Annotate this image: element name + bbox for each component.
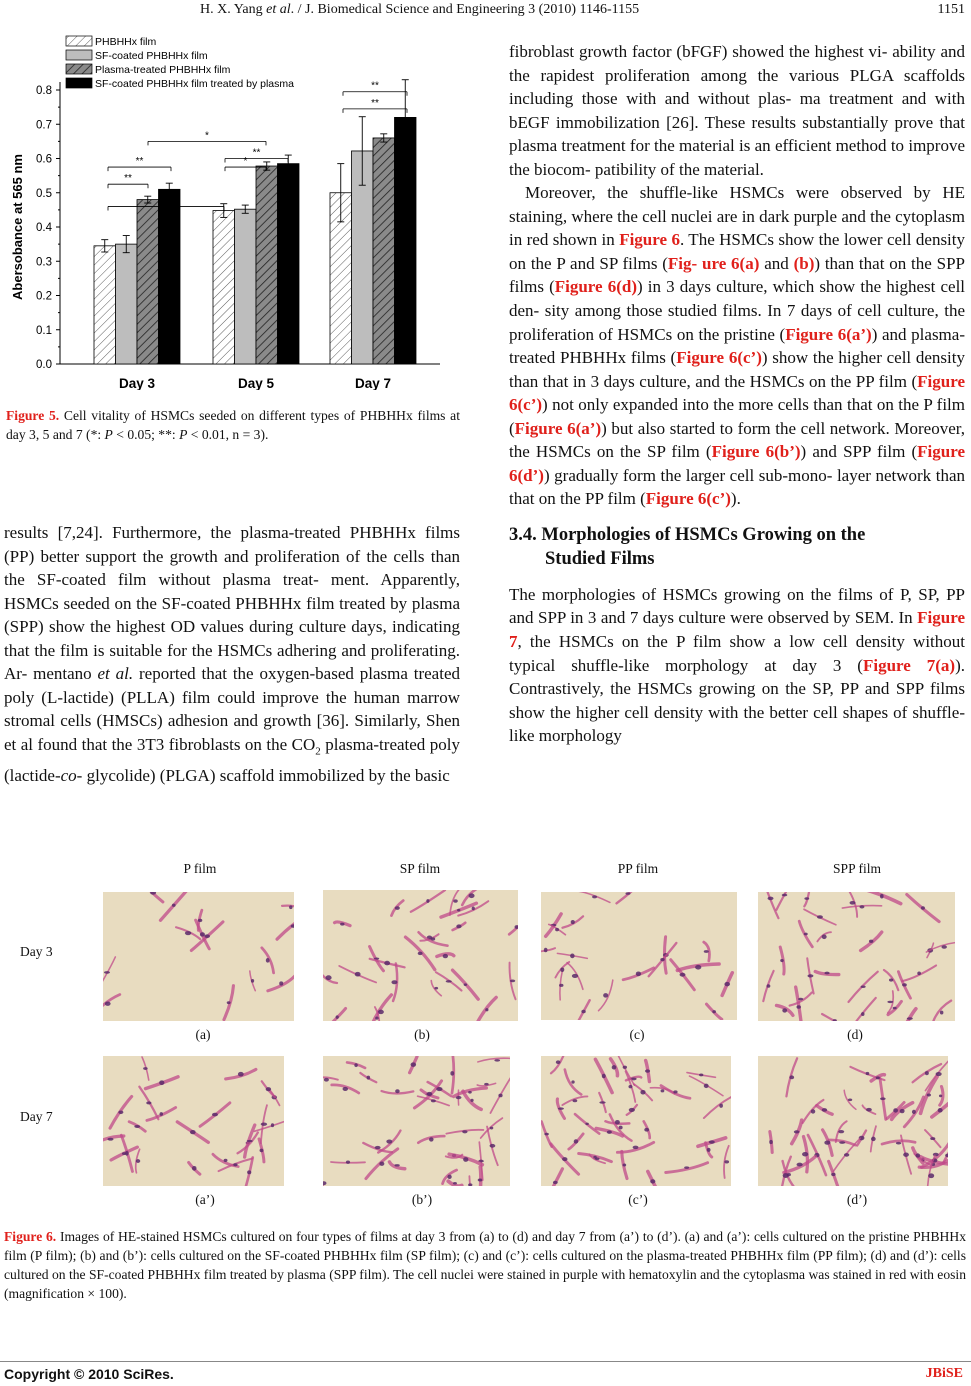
cell-nucleus [767, 984, 771, 988]
header-title: H. X. Yang et al. / J. Biomedical Science and Engineering 3 (2010) 1146-1155 [200, 2, 640, 17]
cell-nucleus [936, 1072, 942, 1076]
bar [137, 200, 159, 364]
cell-nucleus [796, 1005, 800, 1009]
cell-nucleus [861, 986, 866, 988]
cell-nucleus [431, 937, 435, 940]
cell-nucleus [680, 973, 686, 977]
cell-nucleus [783, 1173, 789, 1178]
cell-nucleus [192, 1166, 197, 1171]
cell-nucleus [933, 1153, 939, 1157]
cell-nucleus [782, 1008, 787, 1012]
cell-nucleus [660, 958, 664, 961]
cell-nucleus [889, 979, 893, 982]
cell-nucleus [912, 1110, 916, 1114]
cell-nucleus [797, 1163, 803, 1167]
cell-nucleus [484, 1083, 489, 1086]
cell-nucleus [615, 1120, 620, 1125]
cell-nucleus [839, 1141, 845, 1144]
cell-nucleus [464, 983, 467, 986]
cell-nucleus [354, 1063, 357, 1067]
panel-label-a: (a) [195, 1027, 211, 1042]
cell-nucleus [450, 1071, 454, 1075]
bar [256, 166, 278, 364]
cell-nucleus [434, 987, 438, 990]
cell-nucleus [395, 1089, 399, 1093]
cell-nucleus [469, 893, 475, 898]
footer-journal: JBiSE [925, 1366, 963, 1381]
cell-nucleus [695, 965, 701, 970]
cell-nucleus [172, 904, 176, 907]
cell-nucleus [917, 971, 921, 975]
cell-nucleus [602, 1074, 606, 1079]
page-number: 1151 [937, 2, 965, 17]
cell-nucleus [200, 932, 205, 936]
cell-nucleus [266, 958, 270, 963]
cell-nucleus [355, 972, 361, 977]
col-title-p: P film [183, 861, 217, 876]
figure-ref[interactable]: Figure 6(a’) [514, 418, 602, 438]
cell-nucleus [902, 983, 907, 986]
cell-nucleus [544, 1133, 549, 1136]
bar [278, 164, 300, 364]
legend-label: SF-coated PHBHHx film treated by plasma [95, 78, 294, 90]
footer-divider [0, 1361, 971, 1362]
cell-nucleus [346, 1160, 350, 1163]
cell-nucleus [804, 897, 809, 900]
left-column-text: results [7,24]. Furthermore, the plasma-treated PHBHHx films (PP) better support the growth and proliferation of the cells than the SF-coated film without plasma treat- ment. Apparently, HSMCs seeded on the SF-coated PHBHHx film treated by plasma (SPP) show the highest OD values during culture days, indicating that the film is suitable for the HSMCs adhering and proliferating. Ar- mentano et al. reported that the oxygen-based plasma treated poly (L-lactide) (PLLA) film could improve the human marrow stromal cells (HMSCs) adhesion and growth [36]. Similarly, Shen et al found that the 3T3 fibroblasts on the $CO_2$ plasma-treated poly (lactide-co- glycolide) (PLGA) scaffold immobilized by the basic [4, 523, 460, 785]
cell-nucleus [247, 1140, 253, 1142]
cell-nucleus [629, 1108, 635, 1112]
cell-nucleus [443, 954, 448, 958]
figure-ref[interactable]: Figure 7(a) [862, 655, 956, 675]
cell-nucleus [224, 1159, 228, 1162]
cell-nucleus [607, 1130, 612, 1134]
cell-nucleus [661, 1089, 665, 1092]
significance-marker: ** [124, 173, 132, 185]
panel-label-d-prime: (d’) [846, 1192, 868, 1207]
cell-nucleus [636, 971, 641, 976]
significance-marker: * [243, 156, 248, 168]
cell-nucleus [572, 974, 578, 978]
cell-nucleus [485, 1008, 488, 1011]
cell-nucleus [893, 1007, 897, 1010]
significance-marker: ** [371, 97, 379, 109]
cell-nucleus [719, 1104, 723, 1108]
cell-nucleus [941, 945, 946, 949]
cell-nucleus [903, 1152, 909, 1156]
legend-label: PHBHHx film [95, 36, 157, 48]
figure-ref[interactable]: Figure 6(c’) [676, 348, 762, 368]
cell-nucleus [811, 1109, 815, 1113]
cell-nucleus [553, 1181, 558, 1184]
cell-nucleus [571, 1080, 574, 1083]
cell-nucleus [900, 1109, 905, 1113]
cell-nucleus [581, 1010, 585, 1014]
cell-nucleus [386, 1139, 392, 1143]
y-tick-label: 0.2 [36, 290, 52, 303]
cell-nucleus [456, 924, 461, 928]
micrograph-d-prime [758, 1056, 948, 1186]
cell-nucleus [817, 915, 823, 919]
cell-nucleus [429, 1137, 434, 1141]
cell-nucleus [212, 1113, 218, 1117]
paragraph-2: Moreover, the shuffle-like HSMCs were observed by HE staining, where the cell nuclei are in dark purple and the cytoplasm in red shown in Figure 6. The HSMCs show the lower cell density on the P and SP films (Fig- ure 6(a) and (b)) than that on the SPP films (Figure 6(d)) in 3 days culture, which show the highest cell den- sity among those studied films. In 7 days of cell culture, the proliferation of HSMCs on the pristine (Figure 6(a’)) and plasma-treated PHBHHx films (Figure 6(c’)) show the higher cell density than that in 3 days culture, and the HSMCs on the PP film (Figure 6(c’)) not only expanded into the more cells than that on the P film (Figure 6(a’)) but also started to form the cell network. Moreover, the HSMCs on the SP film (Figure 6(b’)) and SPP film (Figure 6(d’)) gradually form the larger cell sub-mono- layer network than that on the PP film (Figure 6(c’)). [509, 183, 966, 509]
y-tick-label: 0.8 [36, 85, 52, 97]
cell-nucleus [498, 1094, 502, 1098]
cell-nucleus [876, 1076, 880, 1079]
cell-nucleus [260, 1149, 264, 1153]
cell-nucleus [426, 899, 429, 903]
legend-swatch [66, 50, 92, 60]
cell-nucleus [427, 1092, 433, 1096]
cell-nucleus [185, 931, 191, 935]
cell-nucleus [704, 1084, 709, 1088]
cell-nucleus [556, 1060, 561, 1064]
cell-nucleus [468, 1091, 472, 1094]
y-tick-label: 0.0 [36, 359, 52, 371]
micrograph-a [103, 892, 294, 1021]
figure-5-bar-chart [0, 28, 480, 390]
cell-nucleus [266, 1087, 271, 1091]
cell-nucleus [831, 1173, 835, 1176]
right-column-text [509, 40, 965, 748]
cell-nucleus [470, 1099, 473, 1102]
stained-cell [480, 1167, 481, 1186]
micrograph-c [541, 892, 737, 1020]
cell-nucleus [555, 928, 559, 931]
row-title-day3: Day 3 [20, 944, 53, 959]
cell-nucleus [125, 1151, 129, 1156]
cell-nucleus [289, 905, 292, 909]
significance-marker: ** [371, 80, 379, 92]
cell-nucleus [804, 933, 808, 936]
cell-nucleus [279, 981, 283, 985]
cell-nucleus [940, 1011, 943, 1015]
cell-nucleus [794, 1130, 800, 1133]
cell-nucleus [261, 1122, 267, 1125]
cell-nucleus [375, 1017, 378, 1020]
panel-label-b-prime: (b’) [411, 1192, 433, 1207]
x-tick-label: Day 3 [118, 376, 156, 390]
cell-nucleus [782, 894, 788, 897]
bar [235, 209, 257, 364]
cell-nucleus [233, 1163, 237, 1166]
cell-nucleus [324, 1078, 329, 1082]
cell-nucleus [930, 1137, 935, 1140]
cell-nucleus [367, 1076, 371, 1080]
cell-nucleus [544, 948, 548, 953]
cell-nucleus [916, 1153, 921, 1157]
cell-nucleus [447, 1175, 451, 1179]
cell-nucleus [724, 982, 730, 986]
cell-nucleus [802, 1152, 808, 1156]
cell-nucleus [623, 1163, 627, 1166]
cell-nucleus [251, 979, 254, 983]
cell-nucleus [562, 1157, 567, 1161]
y-tick-label: 0.7 [36, 119, 52, 132]
cell-nucleus [326, 975, 332, 980]
cell-nucleus [573, 1099, 578, 1102]
cell-nucleus [859, 905, 864, 908]
panel-label-c-prime: (c’) [628, 1192, 648, 1207]
cell-nucleus [595, 1157, 599, 1160]
cell-nucleus [436, 1087, 442, 1091]
bar [159, 189, 181, 364]
cell-nucleus [628, 1085, 632, 1088]
legend-swatch [66, 78, 92, 88]
cell-nucleus [673, 1090, 677, 1093]
cell-nucleus [571, 920, 575, 924]
x-tick-label: Day 5 [237, 376, 275, 390]
row-title-day7: Day 7 [20, 1109, 53, 1124]
cell-nucleus [861, 1012, 864, 1016]
cell-nucleus [384, 961, 390, 966]
cell-nucleus [927, 1094, 931, 1097]
legend-swatch [66, 64, 92, 74]
cell-nucleus [204, 934, 210, 938]
cell-nucleus [769, 1140, 773, 1144]
figure-6-caption: Figure 6. Images of HE-stained HSMCs cultured on four types of films at day 3 from (a) to (d) and day 7 from (a’) to (d’). (a) and (a’): cells cultured on the pristine PHBHHx film (P film); (b) and (b’): cells cultured on the SF-coated PHBHHx film (SP film); (c) and (c’): cells cultured on the plasma-treated PHBHHx film (PP film); (d) and (d’): cells cultured on the SF-coated PHBHHx film treated by plasma (SPP film). The cell nuclei were stained in purple with hematoxylin and the cytoplasma was stained in red with eosin (magnification × 100). [4, 1229, 966, 1301]
cell-nucleus [938, 1108, 943, 1112]
cell-nucleus [378, 1010, 384, 1015]
cell-nucleus [271, 1123, 274, 1127]
paragraph-1: fibroblast growth factor (bFGF) showed the highest vi- ability and the rapidest proliferation among the various PLGA scaffolds including those with and without plas- ma treatment and with bEGF immobilization [26]. These results substantially prove that plasma treatment for the material is an efficient method to improve the biocom- patibility of the material. [509, 42, 965, 179]
cell-nucleus [880, 894, 884, 898]
cell-nucleus [418, 952, 423, 955]
figure-ref[interactable]: Figure 6(c’) [509, 371, 965, 415]
col-title-spp: SPP film [833, 861, 881, 876]
cell-nucleus [560, 968, 564, 972]
cell-nucleus [640, 1090, 645, 1095]
cell-nucleus [462, 1130, 467, 1133]
cell-nucleus [789, 1075, 794, 1079]
cell-nucleus [379, 1162, 384, 1166]
cell-nucleus [585, 1123, 588, 1125]
cell-nucleus [650, 1179, 655, 1183]
cell-nucleus [644, 1128, 649, 1132]
cell-nucleus [104, 971, 110, 974]
cell-nucleus [619, 1126, 623, 1130]
figure-ref[interactable]: (b) [793, 253, 815, 273]
bar [116, 244, 138, 364]
cell-nucleus [558, 1107, 564, 1109]
cell-nucleus [247, 1170, 251, 1174]
cell-nucleus [709, 1140, 715, 1143]
figure-ref[interactable]: Figure 6(d’) [509, 442, 965, 485]
bar [94, 246, 116, 364]
cell-nucleus [510, 980, 515, 983]
significance-marker: ** [252, 147, 261, 159]
cell-nucleus [453, 899, 458, 902]
cell-nucleus [780, 959, 784, 962]
cell-nucleus [336, 1015, 339, 1018]
cell-nucleus [887, 1001, 893, 1003]
cell-nucleus [850, 901, 856, 905]
cell-nucleus [645, 1069, 650, 1072]
cell-nucleus [574, 1139, 578, 1143]
significance-marker: * [205, 130, 209, 142]
significance-marker: ** [162, 195, 170, 207]
cell-nucleus [134, 1125, 140, 1128]
cell-nucleus [866, 1108, 872, 1112]
cell-nucleus [146, 1101, 151, 1104]
micrograph-background [103, 892, 294, 1021]
cell-nucleus [707, 1148, 711, 1152]
bar [373, 138, 395, 364]
footer-copyright: Copyright © 2010 SciRes. [4, 1366, 174, 1382]
y-tick-label: 0.1 [36, 324, 52, 337]
cell-nucleus [844, 1153, 849, 1157]
cell-nucleus [907, 1017, 913, 1020]
cell-nucleus [768, 897, 774, 901]
cell-nucleus [411, 1062, 416, 1066]
y-axis-label: Abersobance at 565 nm [10, 154, 25, 300]
cell-nucleus [869, 940, 873, 943]
cell-nucleus [928, 1173, 934, 1178]
cell-nucleus [599, 1101, 605, 1103]
cell-nucleus [684, 1166, 689, 1168]
cell-nucleus [391, 980, 397, 984]
x-tick-label: Day 7 [354, 376, 392, 390]
section-heading: 3.4. Morphologies of HSMCs Growing on the Studied Films [509, 524, 866, 569]
cell-nucleus [160, 1112, 163, 1116]
figure-6 [0, 855, 971, 1215]
cell-nucleus [570, 954, 575, 959]
micrograph-c-prime [541, 1056, 731, 1186]
cell-nucleus [625, 892, 630, 895]
cell-nucleus [559, 984, 563, 987]
cell-nucleus [798, 998, 803, 1001]
cell-nucleus [866, 1072, 870, 1075]
cell-nucleus [494, 1059, 500, 1061]
cell-nucleus [457, 909, 460, 912]
cell-nucleus [724, 1160, 729, 1163]
y-tick-label: 0.6 [36, 153, 52, 166]
cell-nucleus [921, 906, 925, 910]
cell-nucleus [807, 974, 813, 977]
panel-label-d: (d) [847, 1027, 863, 1042]
figure-ref[interactable]: Fig- ure 6(a) [667, 253, 760, 273]
cell-nucleus [340, 923, 344, 926]
cell-nucleus [633, 1146, 639, 1149]
col-title-sp: SP film [399, 861, 441, 876]
cell-nucleus [712, 1010, 716, 1013]
cell-nucleus [453, 1182, 457, 1185]
cell-nucleus [394, 1164, 399, 1166]
col-title-pp: PP film [617, 861, 659, 876]
cell-nucleus [592, 895, 597, 898]
legend-label: Plasma-treated PHBHHx film [95, 64, 231, 76]
cell-nucleus [463, 1157, 468, 1162]
cell-nucleus [699, 1073, 703, 1076]
legend-label: SF-coated PHBHHx film [95, 50, 208, 62]
cell-nucleus [838, 1130, 844, 1133]
figure-5-caption: Figure 5. Cell vitality of HSMCs seeded on different types of PHBHHx films at day 3, 5 and 7 (*: P < 0.05; **: P < 0.01, n = 3). [6, 408, 460, 442]
significance-marker: ** [135, 156, 144, 168]
cell-nucleus [871, 1137, 876, 1141]
figure-ref[interactable]: Figure 6(d) [554, 277, 638, 297]
cell-nucleus [848, 1099, 852, 1102]
cell-nucleus [824, 1141, 830, 1145]
running-header [0, 2, 971, 24]
cell-nucleus [395, 906, 400, 910]
cell-nucleus [107, 1138, 113, 1141]
cell-nucleus [880, 1097, 886, 1100]
cell-nucleus [623, 1066, 627, 1069]
cell-nucleus [118, 1111, 123, 1115]
cell-nucleus [431, 1099, 436, 1102]
y-tick-label: 0.5 [36, 187, 52, 200]
cell-nucleus [143, 1067, 148, 1070]
y-tick-label: 0.3 [36, 256, 52, 269]
cell-nucleus [472, 907, 475, 911]
cell-nucleus [238, 1072, 244, 1077]
cell-nucleus [893, 1108, 898, 1112]
panel-label-b: (b) [414, 1027, 430, 1042]
cell-nucleus [704, 950, 709, 953]
cell-nucleus [343, 1087, 348, 1091]
micrograph-b [323, 890, 518, 1021]
cell-nucleus [490, 1144, 496, 1148]
cell-nucleus [896, 1142, 901, 1145]
panel-label-a-prime: (a’) [195, 1192, 215, 1207]
cell-nucleus [925, 1071, 929, 1075]
figure-ref[interactable]: Figure 6(a’) [785, 324, 872, 344]
cell-nucleus [603, 993, 608, 998]
cell-nucleus [105, 1002, 111, 1006]
y-tick-label: 0.4 [36, 222, 52, 234]
cell-nucleus [446, 980, 452, 982]
cell-nucleus [136, 1159, 140, 1163]
micrograph-b-prime [323, 1056, 510, 1186]
cell-nucleus [822, 935, 827, 940]
figure-ref[interactable]: Figure 6 [619, 230, 680, 250]
cell-nucleus [198, 919, 202, 922]
cell-nucleus [612, 1065, 617, 1069]
micrograph-background [323, 890, 518, 1021]
legend-swatch [66, 36, 92, 46]
figure-ref[interactable]: Figure 7 [509, 608, 965, 652]
cell-nucleus [822, 1108, 827, 1112]
figure-ref[interactable]: Figure 6(c’) [645, 489, 731, 509]
cell-nucleus [375, 1146, 381, 1149]
cell-nucleus [490, 1127, 494, 1130]
panel-label-c: (c) [629, 1027, 645, 1042]
figure-ref[interactable]: Figure 6(b’) [711, 442, 801, 462]
bar [213, 211, 235, 364]
paragraph-3: The morphologies of HSMCs growing on the films of P, SP, PP and SPP in 3 and 7 days culture were observed by SEM. In Figure 7, the HSMCs on the P film show a low cell density without typical shuffle-like morphology at day 3 (Figure 7(a)). Contrastively, the HSMCs growing on the SP, PP and SPP films show the higher cell density with the better cell shapes of shuffle-like morphology [509, 584, 965, 746]
cell-nucleus [227, 1001, 231, 1004]
cell-nucleus [159, 1080, 164, 1085]
cell-nucleus [190, 1130, 196, 1134]
cell-nucleus [824, 972, 829, 975]
micrograph-a-prime [103, 1056, 284, 1186]
micrograph-d [758, 892, 955, 1021]
cell-nucleus [939, 1094, 942, 1097]
